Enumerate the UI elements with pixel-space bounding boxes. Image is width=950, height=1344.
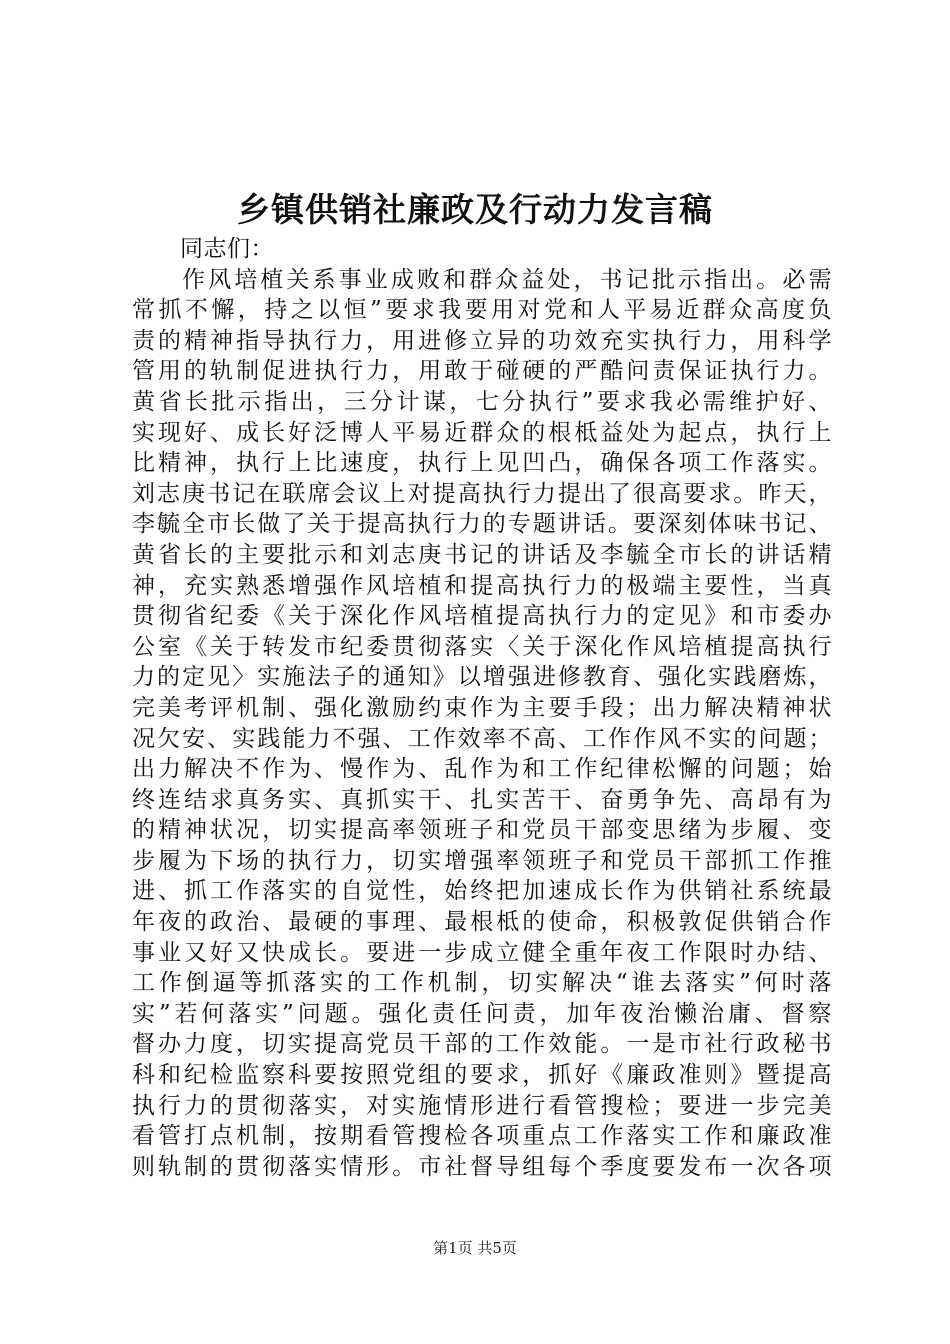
text-line: 常抓不懈，持之以恒”要求我要用对党和人平易近群众高度负 — [132, 297, 832, 324]
salutation: 同志们： — [180, 236, 274, 262]
text-line: 事业又好又快成长。要进一步成立健全重年夜工作限时办结、 — [132, 939, 832, 966]
text-line: 看管打点机制，按期看管搜检各项重点工作落实工作和廉政准 — [132, 1123, 832, 1150]
text-line: 神，充实熟悉增强作风培植和提高执行力的极端主要性，当真 — [132, 572, 832, 599]
text-line: 督办力度，切实提高党员干部的工作效能。一是市社行政秘书 — [132, 1031, 832, 1058]
text-line: 终连结求真务实、真抓实干、扎实苦干、奋勇争先、高昂有为 — [132, 786, 832, 813]
text-line: 刘志庚书记在联席会议上对提高执行力提出了很高要求。昨天， — [132, 480, 832, 507]
document-title: 乡镇供销社廉政及行动力发言稿 — [237, 190, 713, 229]
text-line: 实现好、成长好泛博人平易近群众的根柢益处为起点，执行上 — [132, 419, 832, 446]
text-line: 执行力的贯彻落实，对实施情形进行看管搜检；要进一步完美 — [132, 1092, 832, 1119]
text-line: 李毓全市长做了关于提高执行力的专题讲话。要深刻体味书记、 — [132, 511, 832, 538]
paragraph — [132, 265, 832, 1183]
page-footer: 第1页 共5页 — [433, 1239, 517, 1257]
text-line: 作风培植关系事业成败和群众益处，书记批示指出。必需 — [182, 266, 832, 293]
text-line: 力的定见〉实施法子的通知》以增强进修教育、强化实践磨炼， — [132, 664, 832, 691]
text-line: 公室《关于转发市纪委贯彻落实〈关于深化作风培植提高执行 — [132, 633, 832, 660]
text-line: 则轨制的贯彻落实情形。市社督导组每个季度要发布一次各项 — [132, 1153, 832, 1180]
text-line: 黄省长批示指出，三分计谋，七分执行”要求我必需维护好、 — [132, 388, 832, 415]
text-line: 出力解决不作为、慢作为、乱作为和工作纪律松懈的问题；始 — [132, 756, 832, 783]
text-line: 步履为下场的执行力，切实增强率领班子和党员干部抓工作推 — [132, 847, 832, 874]
text-line: 管用的轨制促进执行力，用敢于碰硬的严酷问责保证执行力。 — [132, 358, 832, 385]
text-line: 科和纪检监察科要按照党组的要求，抓好《廉政准则》暨提高 — [132, 1062, 832, 1089]
text-line: 况欠安、实践能力不强、工作效率不高、工作作风不实的问题； — [132, 725, 832, 752]
text-line: 年夜的政治、最硬的事理、最根柢的使命，积极敦促供销合作 — [132, 909, 832, 936]
text-line: 完美考评机制、强化激励约束作为主要手段；出力解决精神状 — [132, 694, 832, 721]
text-line: 黄省长的主要批示和刘志庚书记的讲话及李毓全市长的讲话精 — [132, 541, 832, 568]
text-line: 的精神状况，切实提高率领班子和党员干部变思绪为步履、变 — [132, 817, 832, 844]
text-line: 工作倒逼等抓落实的工作机制，切实解决“谁去落实”何时落 — [132, 970, 832, 997]
text-line: 实”若何落实”问题。强化责任问责，加年夜治懒治庸、督察 — [132, 1000, 832, 1027]
text-line: 贯彻省纪委《关于深化作风培植提高执行力的定见》和市委办 — [132, 603, 832, 630]
text-line: 进、抓工作落实的自觉性，始终把加速成长作为供销社系统最 — [132, 878, 832, 905]
text-line: 比精神，执行上比速度，执行上见凹凸，确保各项工作落实。 — [132, 450, 832, 477]
text-line: 责的精神指导执行力，用进修立异的功效充实执行力，用科学 — [132, 327, 832, 354]
document-body — [132, 234, 832, 1182]
